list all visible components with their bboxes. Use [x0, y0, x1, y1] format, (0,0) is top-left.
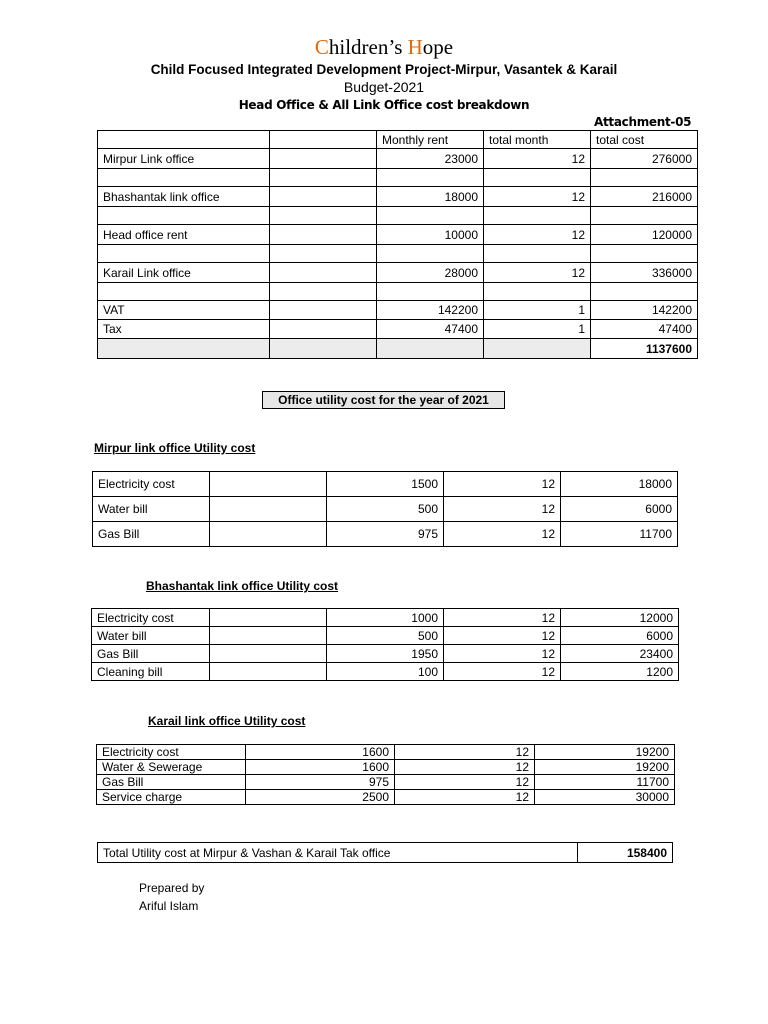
item-label: Karail Link office	[98, 263, 270, 283]
total-value: 18000	[561, 472, 678, 497]
monthly-value: 1600	[246, 760, 395, 775]
table-row	[92, 609, 679, 627]
karail-utility-title: Karail link office Utility cost	[148, 714, 306, 728]
total-value: 11700	[535, 775, 675, 790]
blank-cell	[377, 283, 484, 301]
blank-cell	[591, 169, 698, 187]
header-cell	[270, 131, 377, 149]
bhashantak-utility-title: Bhashantak link office Utility cost	[146, 579, 339, 593]
months-value: 12	[444, 522, 561, 547]
monthly-value: 500	[327, 627, 444, 645]
blank-cell	[210, 645, 327, 663]
total-value: 216000	[591, 187, 698, 207]
total-value: 23400	[561, 645, 679, 663]
table-row	[98, 187, 698, 207]
blank-cell	[270, 283, 377, 301]
item-label: Water bill	[92, 627, 210, 645]
item-label: Water & Sewerage	[97, 760, 246, 775]
monthly-value: 1500	[327, 472, 444, 497]
bhashantak-utility-table	[91, 608, 679, 681]
blank-cell	[377, 339, 484, 359]
monthly-value: 500	[327, 497, 444, 522]
total-utility-value: 158400	[578, 843, 673, 863]
item-label: Gas Bill	[97, 775, 246, 790]
months-value: 12	[444, 663, 561, 681]
total-value: 6000	[561, 627, 679, 645]
item-label: Gas Bill	[93, 522, 210, 547]
item-label: Head office rent	[98, 225, 270, 245]
blank-cell	[270, 339, 377, 359]
rent-table	[97, 130, 698, 359]
monthly-value: 975	[246, 775, 395, 790]
utility-section-heading: Office utility cost for the year of 2021	[262, 391, 505, 409]
table-row	[97, 790, 675, 805]
header-cell	[98, 131, 270, 149]
total-value: 30000	[535, 790, 675, 805]
total-value: 142200	[591, 301, 698, 320]
table-row	[98, 320, 698, 339]
months-value: 12	[484, 187, 591, 207]
blank-cell	[210, 609, 327, 627]
item-label: Tax	[98, 320, 270, 339]
item-label: VAT	[98, 301, 270, 320]
monthly-value: 142200	[377, 301, 484, 320]
blank-cell	[270, 320, 377, 339]
blank-cell	[98, 245, 270, 263]
blank-cell	[591, 245, 698, 263]
months-value: 1	[484, 320, 591, 339]
monthly-value: 975	[327, 522, 444, 547]
blank-cell	[270, 245, 377, 263]
prepared-by-label: Prepared by	[139, 881, 205, 895]
blank-cell	[210, 663, 327, 681]
blank-cell	[377, 169, 484, 187]
blank-cell	[210, 627, 327, 645]
spacer-row	[98, 207, 698, 225]
total-value: 19200	[535, 760, 675, 775]
item-label: Cleaning bill	[92, 663, 210, 681]
months-value: 12	[444, 645, 561, 663]
blank-cell	[270, 149, 377, 169]
total-value: 6000	[561, 497, 678, 522]
table-row	[93, 472, 678, 497]
total-value: 336000	[591, 263, 698, 283]
table-row	[98, 263, 698, 283]
blank-cell	[210, 522, 327, 547]
months-value: 12	[444, 609, 561, 627]
blank-cell	[484, 169, 591, 187]
monthly-value: 10000	[377, 225, 484, 245]
total-value: 1200	[561, 663, 679, 681]
monthly-value: 1600	[246, 745, 395, 760]
spacer-row	[98, 283, 698, 301]
org-title-end: ope	[422, 35, 454, 59]
blank-cell	[591, 283, 698, 301]
total-utility-table	[97, 842, 673, 863]
blank-cell	[98, 283, 270, 301]
blank-cell	[270, 207, 377, 225]
months-value: 12	[395, 760, 535, 775]
total-utility-label: Total Utility cost at Mirpur & Vashan & Karail Tak office	[98, 843, 578, 863]
months-value: 12	[444, 497, 561, 522]
months-value: 12	[395, 775, 535, 790]
monthly-value: 47400	[377, 320, 484, 339]
blank-cell	[484, 245, 591, 263]
header-cell: Monthly rent	[377, 131, 484, 149]
preparer-name: Ariful Islam	[139, 899, 199, 913]
months-value: 12	[444, 472, 561, 497]
blank-cell	[484, 283, 591, 301]
total-value: 120000	[591, 225, 698, 245]
monthly-value: 2500	[246, 790, 395, 805]
months-value: 12	[484, 225, 591, 245]
table-row	[97, 760, 675, 775]
table-header-row	[98, 131, 698, 149]
monthly-value: 1950	[327, 645, 444, 663]
org-title-h: H	[407, 35, 423, 59]
monthly-value: 23000	[377, 149, 484, 169]
mirpur-utility-table	[92, 471, 678, 547]
attachment-label: Attachment-05	[594, 115, 692, 129]
blank-cell	[484, 207, 591, 225]
table-row	[97, 745, 675, 760]
budget-year: Budget-2021	[343, 79, 425, 95]
blank-cell	[270, 169, 377, 187]
table-row	[92, 627, 679, 645]
months-value: 12	[395, 790, 535, 805]
header-cell: total month	[484, 131, 591, 149]
grand-total-row	[98, 339, 698, 359]
item-label: Electricity cost	[92, 609, 210, 627]
project-title: Child Focused Integrated Development Project-Mirpur, Vasantek & Karail	[150, 62, 618, 77]
total-value: 19200	[535, 745, 675, 760]
months-value: 1	[484, 301, 591, 320]
org-title-mid: hildren’s	[328, 35, 408, 59]
total-utility-row	[98, 843, 673, 863]
blank-cell	[98, 169, 270, 187]
table-row	[98, 301, 698, 320]
blank-cell	[210, 472, 327, 497]
table-row	[92, 645, 679, 663]
total-value: 12000	[561, 609, 679, 627]
total-value: 276000	[591, 149, 698, 169]
table-row	[93, 497, 678, 522]
monthly-value: 18000	[377, 187, 484, 207]
item-label: Electricity cost	[97, 745, 246, 760]
cost-breakdown-subtitle: Head Office & All Link Office cost breakdown	[238, 98, 530, 112]
months-value: 12	[484, 149, 591, 169]
grand-total-value: 1137600	[591, 339, 698, 359]
item-label: Bhashantak link office	[98, 187, 270, 207]
blank-cell	[591, 207, 698, 225]
monthly-value: 1000	[327, 609, 444, 627]
mirpur-utility-title: Mirpur link office Utility cost	[94, 441, 256, 455]
blank-cell	[98, 339, 270, 359]
organization-title	[0, 35, 768, 60]
monthly-value: 100	[327, 663, 444, 681]
blank-cell	[270, 263, 377, 283]
table-row	[92, 663, 679, 681]
table-row	[98, 225, 698, 245]
blank-cell	[377, 207, 484, 225]
monthly-value: 28000	[377, 263, 484, 283]
item-label: Electricity cost	[93, 472, 210, 497]
karail-utility-table	[96, 744, 675, 805]
header-cell: total cost	[591, 131, 698, 149]
blank-cell	[210, 497, 327, 522]
blank-cell	[270, 225, 377, 245]
months-value: 12	[444, 627, 561, 645]
total-value: 11700	[561, 522, 678, 547]
total-value: 47400	[591, 320, 698, 339]
table-row	[98, 149, 698, 169]
blank-cell	[270, 301, 377, 320]
blank-cell	[270, 187, 377, 207]
blank-cell	[98, 207, 270, 225]
blank-cell	[484, 339, 591, 359]
item-label: Gas Bill	[92, 645, 210, 663]
item-label: Service charge	[97, 790, 246, 805]
months-value: 12	[484, 263, 591, 283]
org-title-c: C	[314, 35, 329, 59]
table-row	[93, 522, 678, 547]
item-label: Water bill	[93, 497, 210, 522]
item-label: Mirpur Link office	[98, 149, 270, 169]
months-value: 12	[395, 745, 535, 760]
blank-cell	[377, 245, 484, 263]
table-row	[97, 775, 675, 790]
spacer-row	[98, 169, 698, 187]
spacer-row	[98, 245, 698, 263]
